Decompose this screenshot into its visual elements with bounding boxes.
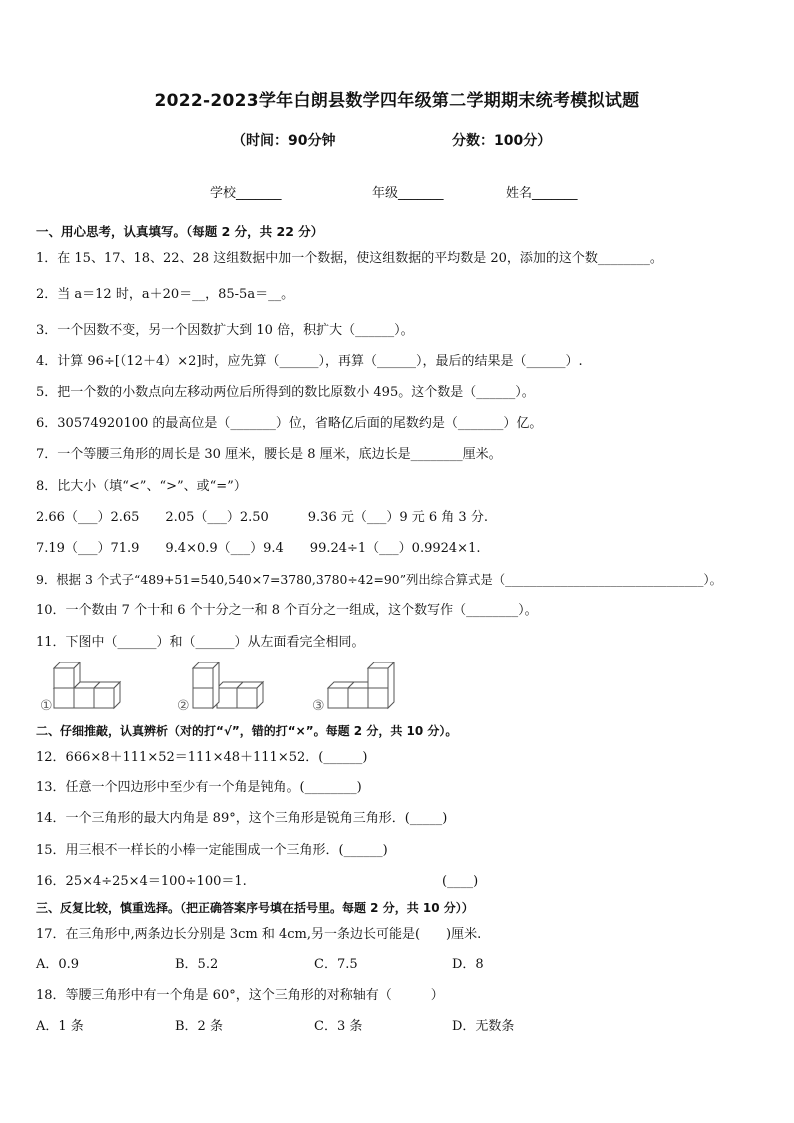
question-12: 12．666×8＋111×52＝111×48＋111×52．(______) (36, 750, 368, 765)
cube-figure-3 (310, 662, 410, 714)
question-8-row-1: 2.66（___）2.65 2.05（___）2.50 9.36 元（___）9 元 6 角 3 分. (36, 510, 488, 525)
question-18-option-a[interactable]: A．1 条 (36, 1019, 84, 1034)
question-3: 3．一个因数不变，另一个因数扩大到 10 倍，积扩大（______）。 (36, 323, 414, 338)
question-15: 15．用三根不一样长的小棒一定能围成一个三角形．(______) (36, 843, 388, 858)
exam-time: （时间：90分钟 (232, 133, 336, 149)
question-7: 7．一个等腰三角形的周长是 30 厘米，腰长是 8 厘米，底边长是________厘米。 (36, 447, 502, 462)
name-field[interactable]: 姓名_______ (506, 186, 578, 201)
question-16-blank[interactable]: (____) (442, 874, 479, 889)
figure-label-1: ① (40, 698, 53, 714)
question-4: 4．计算 96÷[（12＋4）×2]时，应先算（______），再算（______），最后的结果是（______）. (36, 354, 583, 369)
question-5: 5．把一个数的小数点向左移动两位后所得到的数比原数小 495。这个数是（______）。 (36, 385, 535, 400)
cube-figure-1 (36, 662, 136, 714)
figure-label-2: ② (177, 698, 190, 714)
question-17-option-c[interactable]: C．7.5 (314, 957, 358, 972)
question-14: 14．一个三角形的最大内角是 89°，这个三角形是锐角三角形．(_____) (36, 811, 448, 826)
question-8-row-2: 7.19（___）71.9 9.4×0.9（___）9.4 99.24÷1（___）0.9924×1. (36, 541, 481, 556)
question-8: 8．比大小（填“<”、“>”、或“=”） (36, 479, 247, 494)
question-10: 10．一个数由 7 个十和 6 个十分之一和 8 个百分之一组成，这个数写作（________）。 (36, 603, 538, 618)
grade-field[interactable]: 年级_______ (372, 186, 444, 201)
page-title: 2022-2023学年白朗县数学四年级第二学期期末统考模拟试题 (154, 91, 640, 111)
question-18-option-c[interactable]: C．3 条 (314, 1019, 363, 1034)
question-1: 1．在 15、17、18、22、28 这组数据中加一个数据，使这组数据的平均数是 20，添加的这个数________。 (36, 251, 663, 266)
question-9: 9．根据 3 个式子“489+51=540,540×7=3780,3780÷42=90”列出综合算式是（________________________________）。 (36, 572, 722, 587)
section-1-heading: 一、用心思考，认真填写。（每题 2 分，共 22 分） (36, 224, 324, 239)
question-18-option-d[interactable]: D．无数条 (452, 1019, 515, 1034)
question-17-option-a[interactable]: A．0.9 (36, 957, 80, 972)
cube-figure-2 (175, 662, 275, 714)
question-18: 18．等腰三角形中有一个角是 60°，这个三角形的对称轴有（ ） (36, 988, 444, 1003)
question-11: 11．下图中（______）和（______）从左面看完全相同。 (36, 635, 365, 650)
question-13: 13．任意一个四边形中至少有一个角是钝角。(________) (36, 780, 362, 795)
exam-score: 分数：100分） (452, 133, 552, 149)
section-3-heading: 三、反复比较，慎重选择。（把正确答案序号填在括号里。每题 2 分，共 10 分）） (36, 901, 474, 915)
question-6: 6．30574920100 的最高位是（_______）位，省略亿后面的尾数约是（_______）亿。 (36, 416, 543, 431)
question-18-option-b[interactable]: B．2 条 (175, 1019, 223, 1034)
question-17: 17．在三角形中,两条边长分别是 3cm 和 4cm,另一条边长可能是( )厘米. (36, 927, 482, 942)
question-17-option-b[interactable]: B．5.2 (175, 957, 219, 972)
section-2-heading: 二、仔细推敲，认真辨析（对的打“√”，错的打“×”。每题 2 分，共 10 分）。 (36, 724, 458, 738)
question-16: 16．25×4÷25×4＝100÷100＝1. (36, 874, 247, 889)
question-17-option-d[interactable]: D．8 (452, 957, 484, 972)
school-field[interactable]: 学校_______ (210, 186, 282, 201)
question-2: 2．当 a＝12 时，a＋20＝__，85-5a＝__。 (36, 287, 295, 302)
figure-label-3: ③ (312, 698, 325, 714)
